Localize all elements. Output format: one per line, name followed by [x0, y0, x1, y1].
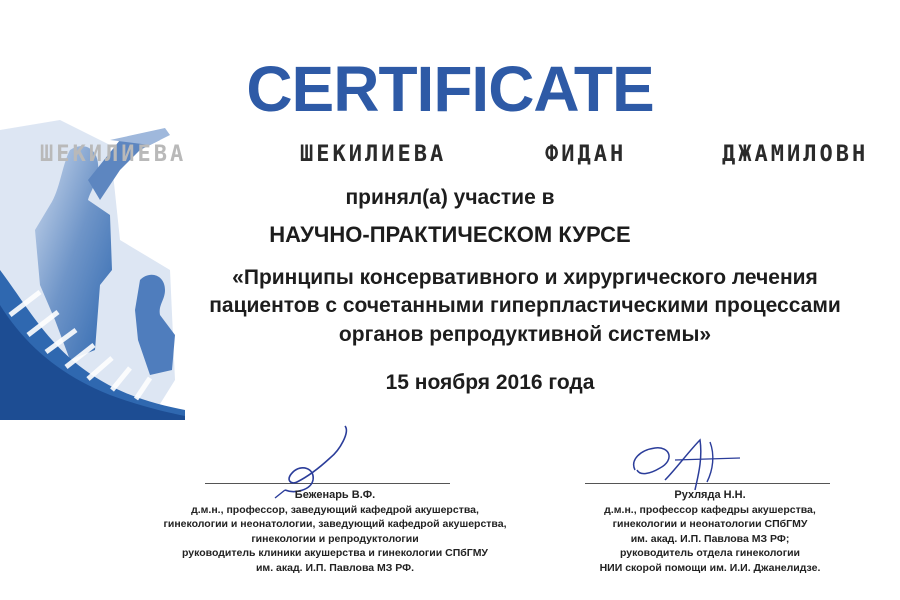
signatory-left: [140, 488, 530, 575]
course-date: 15 ноября 2016 года: [385, 371, 595, 394]
signatory-right-line-3: им. акад. И.П. Павлова МЗ РФ;: [630, 532, 790, 545]
signatory-left-line-3: гинекологии и репродуктологии: [251, 532, 419, 545]
recipient-first-name: ФИДАН: [545, 142, 627, 167]
course-title-line-2: пациентов с сочетанными гиперпластическими процессами: [209, 294, 841, 317]
signatory-left-line-1: д.м.н., профессор, заведующий кафедрой акушерства,: [191, 503, 479, 516]
certificate-title: CERTIFICATE: [246, 53, 654, 125]
signatory-right-name: Рухляда Н.Н.: [674, 489, 746, 501]
signatory-left-line-4: руководитель клиники акушерства и гинекологии СПбГМУ: [182, 547, 488, 559]
recipient-name-faded: ШЕКИЛИЕВА: [40, 142, 187, 167]
signatory-left-name: Беженарь В.Ф.: [294, 489, 376, 501]
signatory-right-line-5: НИИ скорой помощи им. И.И. Джанелидзе.: [599, 561, 821, 574]
signatory-right-line-2: гинекологии и неонатологии СПбГМУ: [612, 518, 808, 530]
signatory-left-line-2: гинекологии и неонатологии, заведующий кафедрой акушерства,: [163, 518, 507, 530]
signatory-right: [540, 488, 880, 575]
recipient-surname: ШЕКИЛИЕВА: [300, 142, 447, 167]
participation-text: принял(а) участие в: [345, 186, 555, 209]
course-title-line-1: «Принципы консервативного и хирургического лечения: [232, 266, 818, 289]
signatory-right-line-4: руководитель отдела гинекологии: [620, 547, 800, 559]
course-type: НАУЧНО-ПРАКТИЧЕСКОМ КУРСЕ: [269, 222, 631, 247]
recipient-patronymic: ДЖАМИЛОВН: [722, 142, 869, 167]
course-title-line-3: органов репродуктивной системы»: [338, 323, 712, 346]
recipient-name: [0, 142, 900, 172]
signatory-left-line-5: им. акад. И.П. Павлова МЗ РФ.: [255, 561, 415, 574]
signatory-right-line-1: д.м.н., профессор кафедры акушерства,: [604, 503, 816, 516]
